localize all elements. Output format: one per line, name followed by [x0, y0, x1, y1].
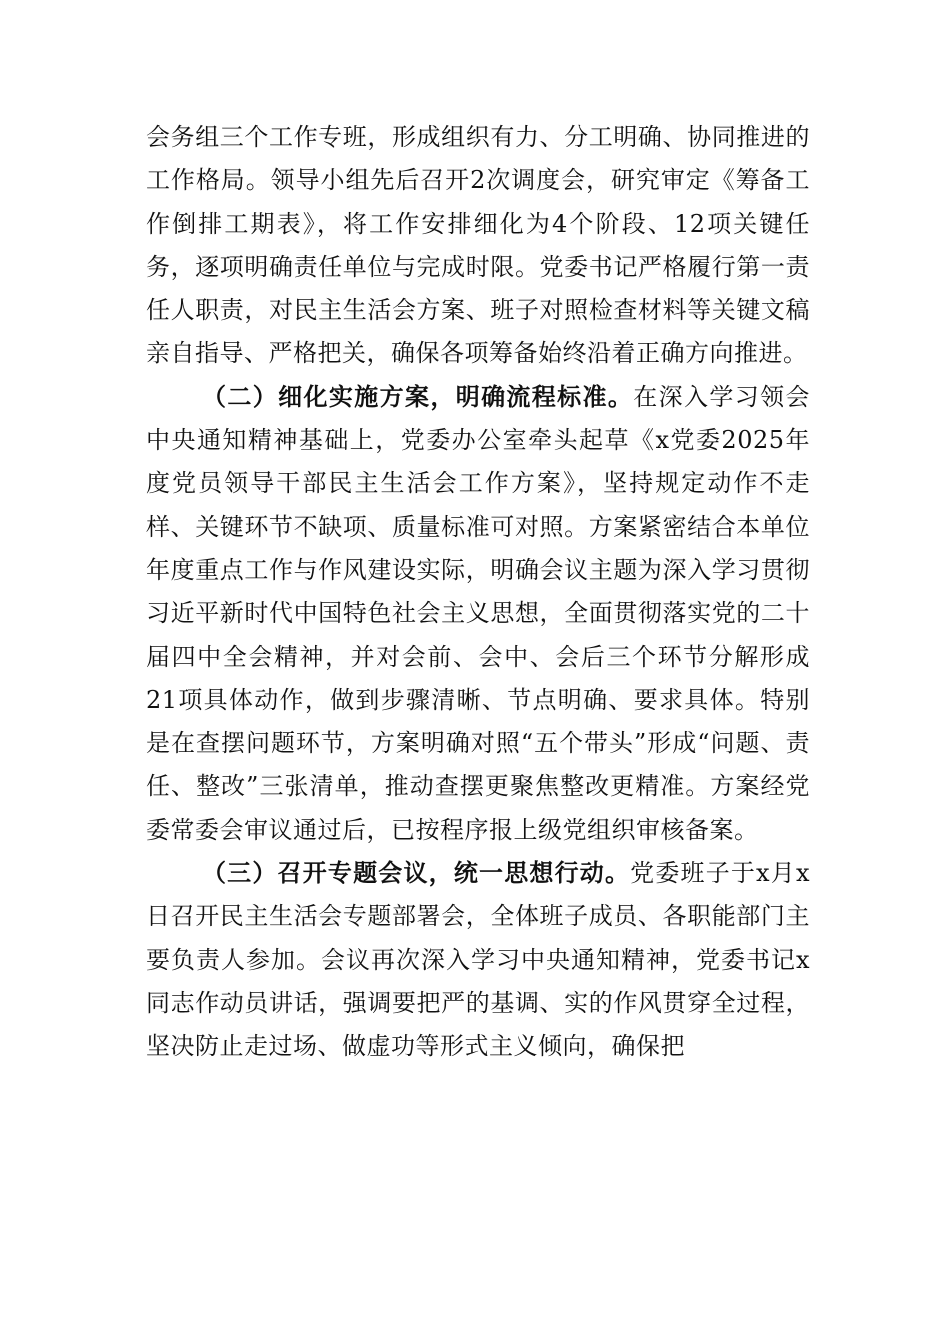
paragraph-section-3 — [146, 852, 810, 1068]
paragraph-text: 在深入学习领会中央通知精神基础上，党委办公室牵头起草《x党委2025年度党员领导干部民主生活会工作方案》，坚持规定动作不走样、关键环节不缺项、质量标准可对照。方案紧密结合本单位年度重点工作与作风建设实际，明确会议主题为深入学习贯彻习近平新时代中国特色社会主义思想，全面贯彻落实党的二十届四中全会精神，并对会前、会中、会后三个环节分解形成21项具体动作，做到步骤清晰、节点明确、要求具体。特别是在查摆问题环节，方案明确对照“五个带头”形成“问题、责任、整改”三张清单，推动查摆更聚焦整改更精准。方案经党委常委会审议通过后，已按程序报上级党组织审核备案。 — [146, 382, 810, 844]
section-heading: （三）召开专题会议，统一思想行动。 — [202, 859, 631, 888]
paragraph-section-2 — [146, 376, 810, 852]
section-heading: （二）细化实施方案，明确流程标准。 — [202, 382, 634, 411]
document-body — [146, 116, 810, 1069]
paragraph-text: 党委班子于x月x日召开民主生活会专题部署会，全体班子成员、各职能部门主要负责人参加。会议再次深入学习中央通知精神，党委书记x同志作动员讲话，强调要把严的基调、实的作风贯穿全过程，坚决防止走过场、做虚功等形式主义倾向，确保把 — [146, 859, 811, 1061]
paragraph-text: 会务组三个工作专班，形成组织有力、分工明确、协同推进的工作格局。领导小组先后召开2次调度会，研究审定《筹备工作倒排工期表》，将工作安排细化为4个阶段、12项关键任务，逐项明确责任单位与完成时限。党委书记严格履行第一责任人职责，对民主生活会方案、班子对照检查材料等关键文稿亲自指导、严格把关，确保各项筹备始终沿着正确方向推进。 — [146, 123, 810, 368]
paragraph-continuation — [146, 116, 810, 376]
